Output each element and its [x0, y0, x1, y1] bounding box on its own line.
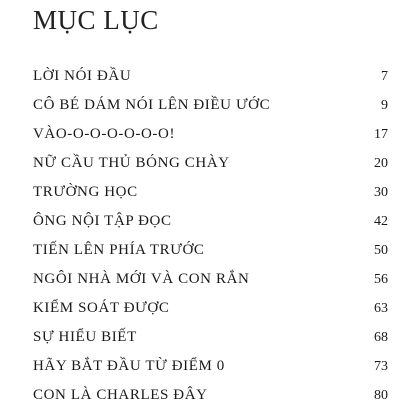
- toc-entry-title: LỜI NÓI ĐẦU: [33, 68, 132, 84]
- toc-entry: [33, 207, 388, 236]
- toc-entry-title: VÀO-O-O-O-O-O-O!: [33, 126, 176, 142]
- toc-entry-page: 50: [374, 243, 388, 258]
- toc-entry: [33, 381, 388, 400]
- toc-entry-page: 17: [374, 127, 388, 142]
- toc-entry: [33, 62, 388, 91]
- toc-entry: [33, 236, 388, 265]
- toc-entry: [33, 91, 388, 120]
- toc-entry-title: CÔ BÉ DÁM NÓI LÊN ĐIỀU ƯỚC: [33, 97, 271, 113]
- toc-entry-page: 30: [374, 185, 388, 200]
- toc-entry-page: 73: [374, 359, 388, 374]
- toc-entry-title: HÃY BẮT ĐẦU TỪ ĐIỂM 0: [33, 358, 225, 374]
- toc-entry: [33, 294, 388, 323]
- toc-entry-title: TRƯỜNG HỌC: [33, 184, 138, 200]
- toc-entry-page: 42: [374, 214, 388, 229]
- toc-entry: [33, 149, 388, 178]
- toc-entry-page: 9: [381, 98, 388, 113]
- toc-entry-title: NGÔI NHÀ MỚI VÀ CON RẮN: [33, 271, 250, 287]
- table-of-contents: [33, 62, 388, 400]
- toc-entry-page: 80: [374, 388, 388, 400]
- toc-entry-page: 63: [374, 301, 388, 316]
- toc-entry: [33, 178, 388, 207]
- toc-entry-page: 56: [374, 272, 388, 287]
- toc-entry: [33, 120, 388, 149]
- toc-entry-title: KIỂM SOÁT ĐƯỢC: [33, 300, 170, 316]
- toc-entry-title: TIẾN LÊN PHÍA TRƯỚC: [33, 242, 205, 258]
- toc-entry: [33, 323, 388, 352]
- toc-entry-title: SỰ HIỂU BIẾT: [33, 329, 137, 345]
- toc-entry-page: 68: [374, 330, 388, 345]
- page-title: MỤC LỤC: [33, 5, 159, 35]
- toc-entry-page: 7: [381, 69, 388, 84]
- toc-entry: [33, 265, 388, 294]
- toc-entry-page: 20: [374, 156, 388, 171]
- toc-entry-title: ÔNG NỘI TẬP ĐỌC: [33, 213, 172, 229]
- toc-entry: [33, 352, 388, 381]
- toc-entry-title: CON LÀ CHARLES ĐÂY: [33, 387, 208, 400]
- toc-entry-title: NỮ CẦU THỦ BÓNG CHÀY: [33, 155, 230, 171]
